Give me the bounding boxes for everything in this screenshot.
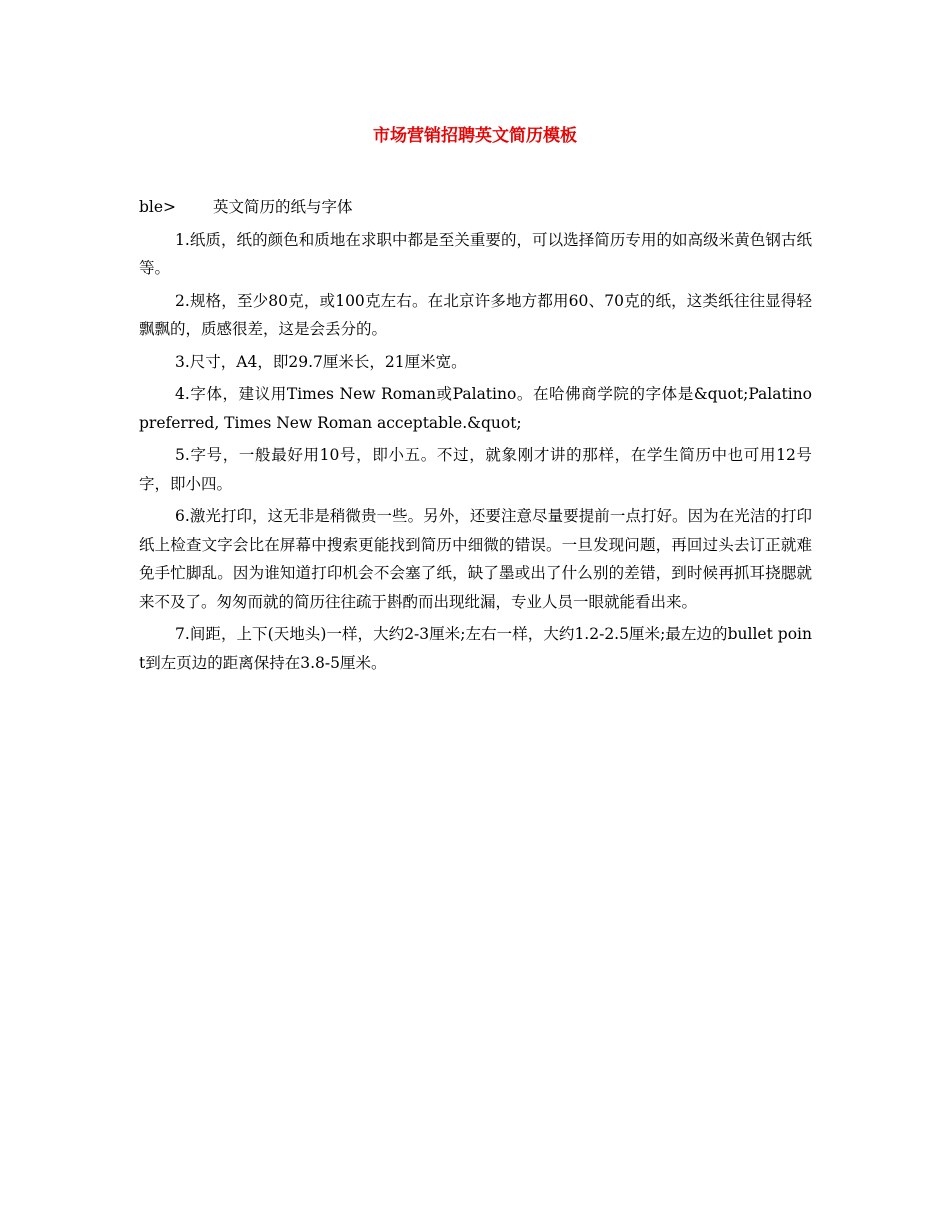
document-body bbox=[139, 193, 812, 681]
document-title: 市场营销招聘英文简历模板 bbox=[373, 126, 577, 146]
paragraph-font: 4.字体，建议用Times New Roman或Palatino。在哈佛商学院的字体是&quot;Palatino preferred, Times New Roman acceptable.&quot; bbox=[139, 385, 812, 432]
stray-markup-text: ble> bbox=[139, 198, 177, 216]
section-heading: 英文简历的纸与字体 bbox=[213, 198, 353, 216]
section-heading-line bbox=[139, 193, 812, 222]
paragraph-margins: 7.间距，上下(天地头)一样，大约2-3厘米;左右一样，大约1.2-2.5厘米;最左边的bullet point到左页边的距离保持在3.8-5厘米。 bbox=[139, 625, 812, 672]
paragraph-paper-quality: 1.纸质，纸的颜色和质地在求职中都是至关重要的，可以选择简历专用的如高级米黄色钢古纸等。 bbox=[139, 230, 812, 277]
paragraph-laser-printing: 6.激光打印，这无非是稍微贵一些。另外，还要注意尽量要提前一点打好。因为在光洁的打印纸上检查文字会比在屏幕中搜索更能找到简历中细微的错误。一旦发现问题，再回过头去订正就难免手忙脚乱。因为谁知道打印机会不会塞了纸，缺了墨或出了什么别的差错，到时候再抓耳挠腮就来不及了。匆匆而就的简历往往疏于斟酌而出现纰漏，专业人员一眼就能看出来。 bbox=[139, 507, 812, 611]
paragraph-paper-weight: 2.规格，至少80克，或100克左右。在北京许多地方都用60、70克的纸，这类纸往往显得轻飘飘的，质感很差，这是会丢分的。 bbox=[139, 291, 812, 338]
paragraph-font-size: 5.字号，一般最好用10号，即小五。不过，就象刚才讲的那样，在学生简历中也可用12号字，即小四。 bbox=[139, 446, 812, 493]
paragraph-paper-size: 3.尺寸，A4，即29.7厘米长，21厘米宽。 bbox=[175, 352, 467, 371]
